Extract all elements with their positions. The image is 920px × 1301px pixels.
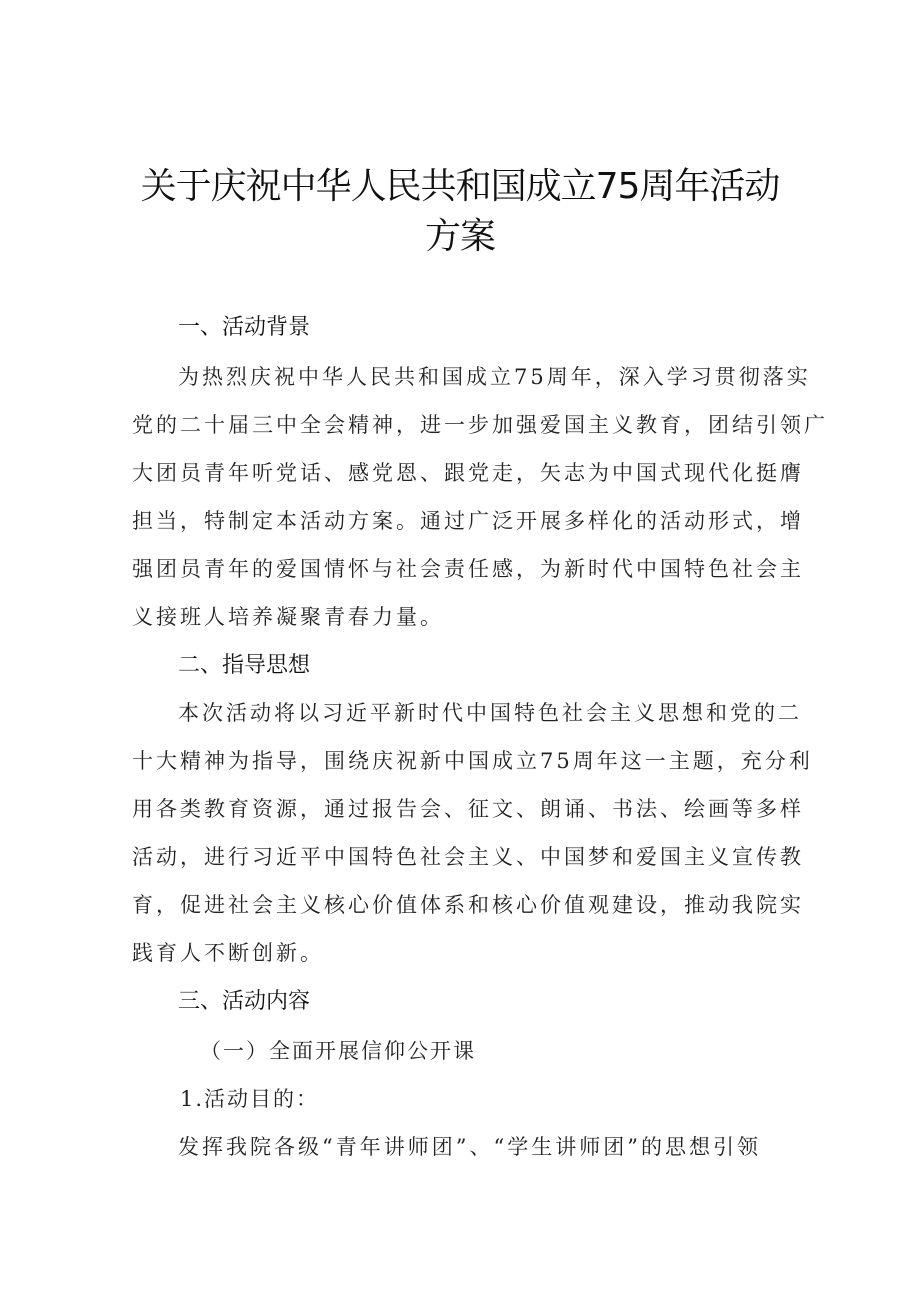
paragraph-line: 发挥我院各级“青年讲师团”、“学生讲师团”的思想引领 [178, 1135, 761, 1159]
paragraph-line: 党的二十届三中全会精神，进一步加强爱国主义教育，团结引领广 [132, 413, 828, 437]
paragraph-line: 本次活动将以习近平新时代中国特色社会主义思想和党的二 [178, 701, 802, 725]
paragraph-line: 践育人不断创新。 [132, 941, 324, 965]
paragraph-line: 活动，进行习近平中国特色社会主义、中国梦和爱国主义宣传教 [132, 845, 804, 869]
paragraph-line: 育，促进社会主义核心价值体系和核心价值观建设，推动我院实 [132, 893, 804, 917]
paragraph-line: 强团员青年的爱国情怀与社会责任感，为新时代中国特色社会主 [132, 557, 804, 581]
numbered-item: 1.活动目的： [180, 1087, 320, 1111]
document-title-line-2: 方案 [424, 216, 495, 257]
paragraph-line: 为热烈庆祝中华人民共和国成立75周年，深入学习贯彻落实 [178, 365, 811, 389]
paragraph-line: 大团员青年听党话、感党恩、跟党走，矢志为中国式现代化挺膺 [132, 461, 804, 485]
section-heading-guiding-thought: 二、指导思想 [178, 653, 311, 678]
document-title-line-1: 关于庆祝中华人民共和国成立75周年活动 [140, 166, 780, 207]
paragraph-line: 义接班人培养凝聚青春力量。 [132, 605, 444, 629]
paragraph-line: 担当，特制定本活动方案。通过广泛开展多样化的活动形式，增 [132, 509, 804, 533]
section-heading-background: 一、活动背景 [178, 315, 311, 340]
section-heading-activity-content: 三、活动内容 [178, 989, 311, 1014]
subsection-heading: （一）全面开展信仰公开课 [200, 1039, 476, 1063]
paragraph-line: 十大精神为指导，围绕庆祝新中国成立75周年这一主题，充分利 [132, 749, 813, 773]
paragraph-line: 用各类教育资源，通过报告会、征文、朗诵、书法、绘画等多样 [132, 797, 804, 821]
